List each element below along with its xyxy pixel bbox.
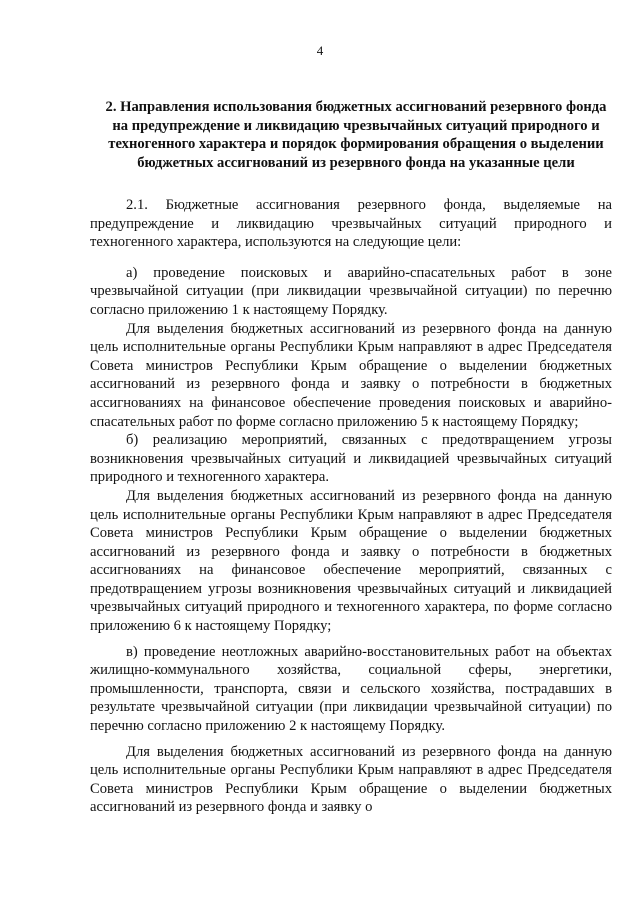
paragraph-item-v: в) проведение неотложных аварийно-восстановительных работ на объектах жилищно-коммунального хозяйства, социальной сферы, энергетики, промышленности, транспорта, связи и сельского хозяйства, пострадавших в результате чрезвычайной ситуации (при ликвидации чрезвычайной ситуации) по перечню согласно приложению 2 к настоящему Порядку.	[90, 643, 612, 735]
paragraph-2-1: 2.1. Бюджетные ассигнования резервного фонда, выделяемые на предупреждение и ликвидацию чрезвычайных ситуаций природного и техногенного характера, используются на следующие цели:	[90, 197, 612, 251]
paragraph-item-v-procedure: Для выделения бюджетных ассигнований из резервного фонда на данную цель исполнительные органы Республики Крым направляют в адрес Председателя Совета министров Республики Крым обращение о выделении бюджетных ассигнований из резервного фонда и заявку о	[90, 743, 612, 816]
paragraph-item-b-procedure: Для выделения бюджетных ассигнований из резервного фонда на данную цель исполнительные органы Республики Крым направляют в адрес Председателя Совета министров Республики Крым обращение о выделении бюджетных ассигнований из резервного фонда и заявку о потребности в бюджетных ассигнованиях на финансовое обеспечение мероприятий, связанных с предотвращением угрозы возникновения чрезвычайных ситуаций и ликвидацией чрезвычайных ситуаций природного и техногенного характера, по форме согласно приложению 6 к настоящему Порядку;	[90, 487, 612, 635]
paragraph-item-b: б) реализацию мероприятий, связанных с предотвращением угрозы возникновения чрезвычайных ситуаций и ликвидацией чрезвычайных ситуаций природного и техногенного характера.	[90, 432, 612, 486]
paragraph-item-a: а) проведение поисковых и аварийно-спасательных работ в зоне чрезвычайной ситуации (при ликвидации чрезвычайной ситуации) по перечню согласно приложению 1 к настоящему Порядку.	[90, 264, 612, 318]
paragraph-item-a-procedure: Для выделения бюджетных ассигнований из резервного фонда на данную цель исполнительные органы Республики Крым направляют в адрес Председателя Совета министров Республики Крым обращение о выделении бюджетных ассигнований из резервного фонда и заявку о потребности в бюджетных ассигнованиях на финансовое обеспечение проведения поисковых и аварийно-спасательных работ по форме согласно приложению 5 к настоящему Порядку;	[90, 320, 612, 430]
document-body	[90, 196, 612, 817]
page-number: 4	[316, 43, 324, 58]
section-heading: 2. Направления использования бюджетных ассигнований резервного фонда на предупреждение и ликвидацию чрезвычайных ситуаций природного и техногенного характера и порядок формирования обращения о выделении бюджетных ассигнований из резервного фонда на указанные цели	[105, 99, 607, 171]
